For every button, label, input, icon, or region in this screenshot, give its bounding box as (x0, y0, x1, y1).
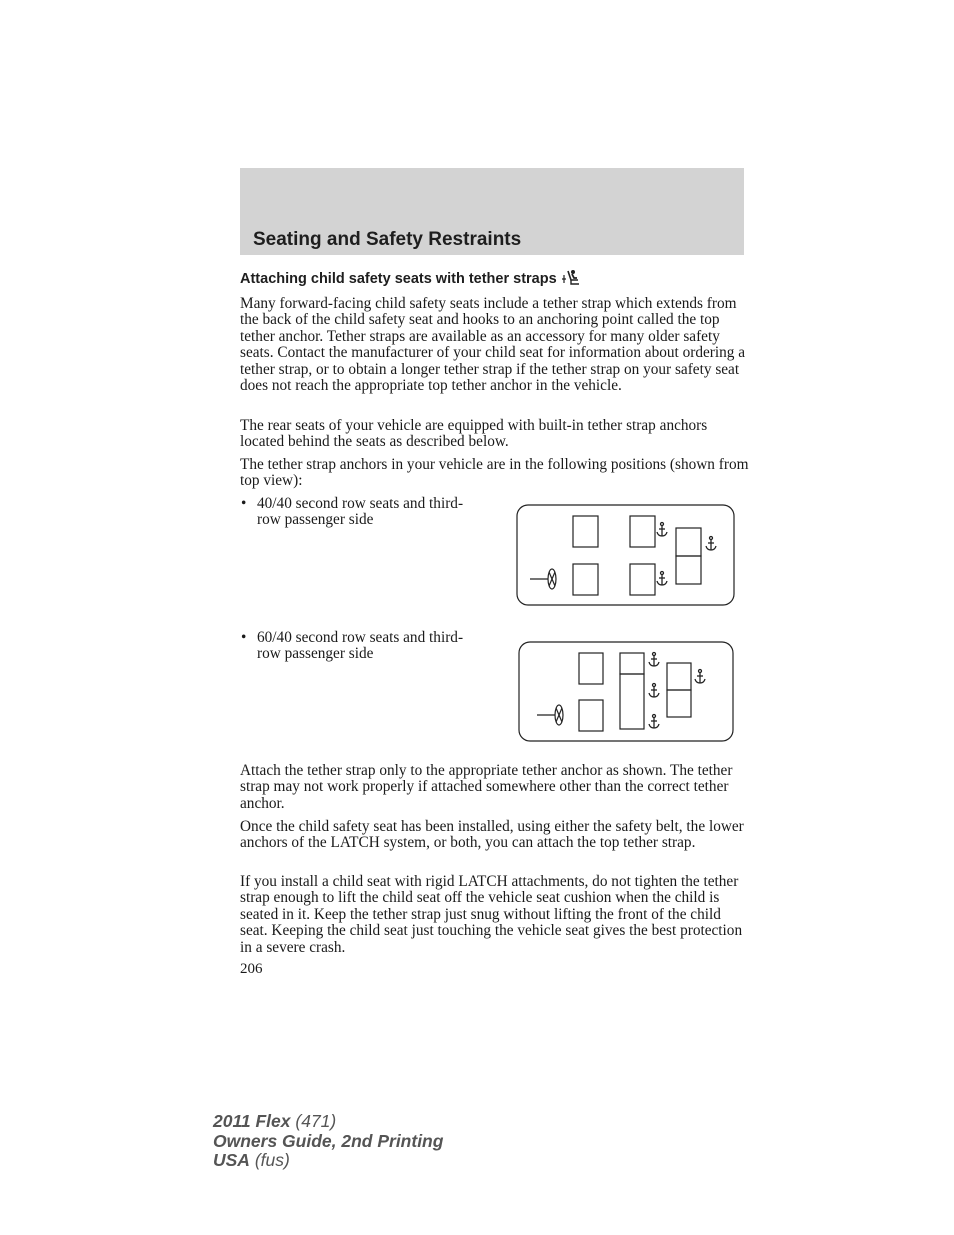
anchor-icon (695, 670, 705, 684)
steering-wheel-icon (530, 569, 556, 589)
list-item (241, 496, 467, 529)
rear-seats-paragraph: The rear seats of your vehicle are equipped with built-in tether strap anchors located behind the seats as described below. (240, 417, 708, 451)
footer-line-guide (213, 1132, 443, 1152)
seat-layout-40-40-diagram (516, 504, 736, 607)
footer-region: USA (213, 1150, 250, 1170)
steering-wheel-icon (537, 705, 563, 725)
child-seat-icon (562, 269, 582, 289)
footer (213, 1112, 443, 1171)
seat-second-row-right (630, 516, 655, 547)
seat-front-right (630, 564, 655, 595)
section-heading (240, 269, 582, 289)
page-number: 206 (240, 961, 263, 977)
anchor-icon (649, 684, 659, 698)
seat-second-row-right-upper (620, 653, 644, 674)
anchor-icon (657, 523, 667, 537)
seat-front-left (573, 564, 598, 595)
list-item (241, 630, 467, 663)
seat-second-row-left (573, 516, 598, 547)
seat-front-left (579, 700, 603, 731)
page-title: Seating and Safety Restraints (253, 229, 522, 250)
footer-model-code: (471) (295, 1111, 337, 1131)
section-heading-text: Attaching child safety seats with tether straps (240, 271, 557, 287)
footer-model: 2011 Flex (213, 1111, 291, 1131)
anchor-icon (649, 653, 659, 667)
rigid-latch-paragraph: If you install a child seat with rigid LATCH attachments, do not tighten the tether strap enough to lift the child seat off the vehicle seat cushion when the child is seated in it. Keep the tether strap just snug without lifting the front of the child seat. Keeping the child seat just touching the vehicle seat gives the best protection in a severe crash. (240, 873, 743, 956)
seat-third-row-upper (676, 528, 701, 556)
footer-guide: Owners Guide, 2nd Printing (213, 1130, 444, 1151)
seat-third-row-lower (667, 690, 691, 717)
anchor-icon (649, 715, 659, 729)
anchor-icon (706, 537, 716, 551)
seat-second-row-right-lower (620, 674, 644, 729)
seat-third-row-upper (667, 663, 691, 690)
seat-layout-60-40-diagram (518, 641, 736, 743)
intro-paragraph: Many forward-facing child safety seats include a tether strap which extends from the back of the child safety seat and hooks to an anchoring point called the top tether anchor. Tether straps are available as an accessory for many older safety seats. Contact the manufacturer of your child seat for information about ordering a tether strap, or to obtain a longer tether strap if the tether strap on your safety seat does not reach the appropriate top tether anchor in the vehicle. (240, 295, 746, 395)
seat-third-row-lower (676, 556, 701, 584)
footer-region-code: (fus) (254, 1150, 290, 1170)
anchor-icon (657, 572, 667, 586)
footer-line-model (213, 1112, 443, 1132)
attach-paragraph: Attach the tether strap only to the appropriate tether anchor as shown. The tether strap may not work properly if attached somewhere other than the correct tether anchor. (240, 762, 733, 812)
footer-line-region (213, 1151, 443, 1171)
bullet-text: 40/40 second row seats and third-row passenger side (257, 495, 464, 529)
bullet-marker: • (241, 495, 247, 512)
positions-paragraph: The tether strap anchors in your vehicle are in the following positions (shown from top view): (240, 456, 749, 490)
seat-second-row-left (579, 653, 603, 684)
bullet-text: 60/40 second row seats and third-row passenger side (257, 629, 464, 663)
vehicle-outline (519, 642, 733, 741)
bullet-marker: • (241, 629, 247, 646)
once-installed-paragraph: Once the child safety seat has been installed, using either the safety belt, the lower anchors of the LATCH system, or both, you can attach the top tether strap. (240, 818, 744, 852)
